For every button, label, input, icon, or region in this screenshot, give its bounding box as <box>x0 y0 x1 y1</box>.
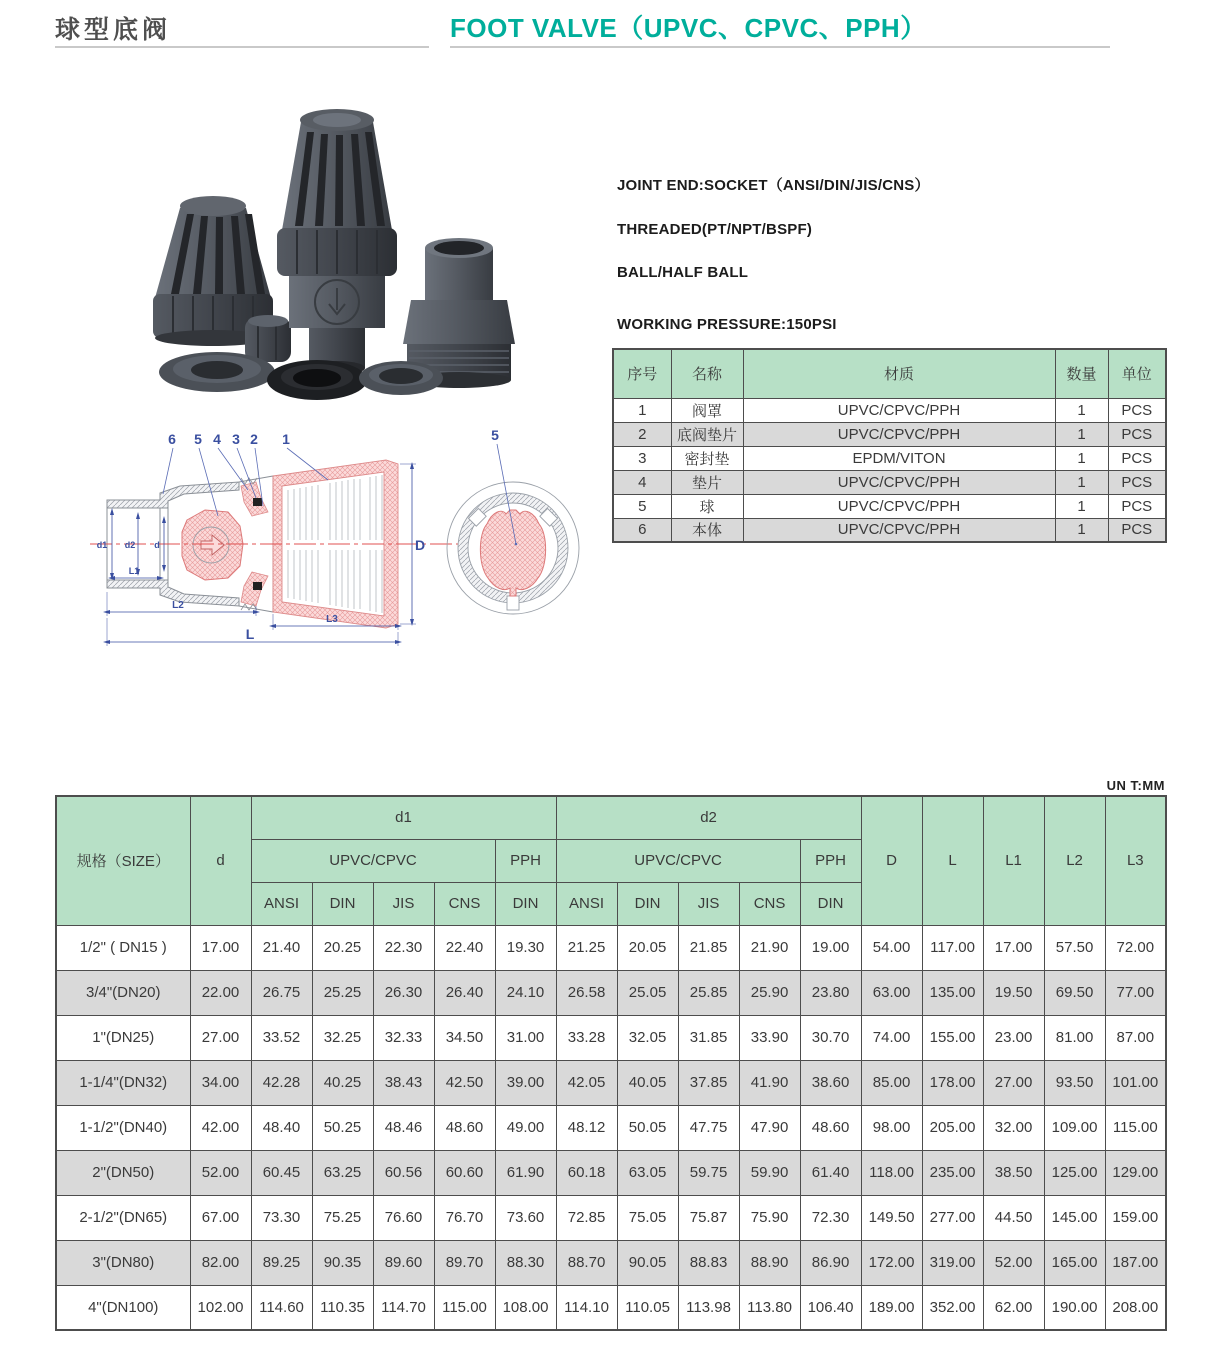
val-d2-pph-din: 86.90 <box>800 1240 861 1285</box>
val-d1-cns: 115.00 <box>434 1285 495 1330</box>
val-L3: 115.00 <box>1105 1105 1166 1150</box>
val-d1-jis: 32.33 <box>373 1015 434 1060</box>
size-label: 2"(DN50) <box>56 1150 190 1195</box>
part-unit: PCS <box>1108 446 1166 470</box>
parts-table-row <box>613 446 1166 470</box>
size-label: 1"(DN25) <box>56 1015 190 1060</box>
size-label: 3"(DN80) <box>56 1240 190 1285</box>
part-qty: 1 <box>1055 494 1108 518</box>
val-d1-jis: 26.30 <box>373 970 434 1015</box>
parts-table-row <box>613 398 1166 422</box>
front-callout-5: 5 <box>491 427 499 443</box>
callout-6: 6 <box>168 431 176 447</box>
page-title-english: FOOT VALVE（UPVC、CPVC、PPH） <box>450 13 927 43</box>
part-qty: 1 <box>1055 518 1108 542</box>
val-d1-cns: 42.50 <box>434 1060 495 1105</box>
photo-cap <box>245 315 291 362</box>
val-d1-pph-din: 88.30 <box>495 1240 556 1285</box>
parts-table-row <box>613 422 1166 446</box>
part-no: 3 <box>613 446 671 470</box>
val-L: 178.00 <box>922 1060 983 1105</box>
val-d1-cns: 48.60 <box>434 1105 495 1150</box>
val-d1-cns: 26.40 <box>434 970 495 1015</box>
val-L1: 19.50 <box>983 970 1044 1015</box>
photo-gasket-gray-right <box>359 361 443 395</box>
spec-list <box>617 174 1177 359</box>
val-L2: 109.00 <box>1044 1105 1105 1150</box>
val-d2-ansi: 88.70 <box>556 1240 617 1285</box>
val-d1-jis: 48.46 <box>373 1105 434 1150</box>
val-d: 34.00 <box>190 1060 251 1105</box>
val-D: 54.00 <box>861 925 922 970</box>
val-L: 155.00 <box>922 1015 983 1060</box>
size-header-d2-pph: PPH <box>800 839 861 882</box>
val-d1-ansi: 114.60 <box>251 1285 312 1330</box>
dim-label-L3: L3 <box>326 614 338 625</box>
part-name: 阀罩 <box>671 398 743 422</box>
parts-table-row <box>613 494 1166 518</box>
val-d1-cns: 89.70 <box>434 1240 495 1285</box>
part-unit: PCS <box>1108 398 1166 422</box>
val-d1-jis: 114.70 <box>373 1285 434 1330</box>
part-no: 4 <box>613 470 671 494</box>
val-d: 52.00 <box>190 1150 251 1195</box>
val-L3: 101.00 <box>1105 1060 1166 1105</box>
size-label: 1/2" ( DN15 ) <box>56 925 190 970</box>
parts-header-qty: 数量 <box>1055 349 1108 398</box>
val-L: 135.00 <box>922 970 983 1015</box>
size-header-d2-pph-din: DIN <box>800 882 861 925</box>
callout-3: 3 <box>232 431 240 447</box>
val-L1: 32.00 <box>983 1105 1044 1150</box>
val-d: 22.00 <box>190 970 251 1015</box>
val-d: 102.00 <box>190 1285 251 1330</box>
val-D: 189.00 <box>861 1285 922 1330</box>
size-table-row <box>56 1105 1166 1150</box>
parts-table <box>612 348 1167 543</box>
size-table-row <box>56 1150 1166 1195</box>
part-material: UPVC/CPVC/PPH <box>743 422 1055 446</box>
size-table <box>55 795 1167 1331</box>
technical-drawing <box>60 420 605 655</box>
part-qty: 1 <box>1055 422 1108 446</box>
val-d2-din: 75.05 <box>617 1195 678 1240</box>
val-d1-jis: 76.60 <box>373 1195 434 1240</box>
val-L3: 187.00 <box>1105 1240 1166 1285</box>
val-d2-cns: 41.90 <box>739 1060 800 1105</box>
parts-header-name: 名称 <box>671 349 743 398</box>
val-d2-pph-din: 106.40 <box>800 1285 861 1330</box>
val-D: 172.00 <box>861 1240 922 1285</box>
val-d1-ansi: 42.28 <box>251 1060 312 1105</box>
val-d2-cns: 75.90 <box>739 1195 800 1240</box>
val-d2-jis: 47.75 <box>678 1105 739 1150</box>
part-name: 本体 <box>671 518 743 542</box>
size-header-d2-upvc-cpvc: UPVC/CPVC <box>556 839 800 882</box>
size-header-D: D <box>861 796 922 925</box>
part-no: 6 <box>613 518 671 542</box>
dim-label-D: D <box>414 537 426 553</box>
val-d1-cns: 60.60 <box>434 1150 495 1195</box>
val-L1: 62.00 <box>983 1285 1044 1330</box>
val-D: 118.00 <box>861 1150 922 1195</box>
val-d1-cns: 34.50 <box>434 1015 495 1060</box>
val-L2: 145.00 <box>1044 1195 1105 1240</box>
val-d1-pph-din: 39.00 <box>495 1060 556 1105</box>
val-d1-pph-din: 24.10 <box>495 970 556 1015</box>
part-unit: PCS <box>1108 494 1166 518</box>
parts-table-row <box>613 470 1166 494</box>
size-header-size: 规格（SIZE） <box>56 796 190 925</box>
val-d: 27.00 <box>190 1015 251 1060</box>
val-d1-din: 50.25 <box>312 1105 373 1150</box>
val-D: 98.00 <box>861 1105 922 1150</box>
val-d2-cns: 59.90 <box>739 1150 800 1195</box>
size-header-d: d <box>190 796 251 925</box>
dim-label-d1: d1 <box>96 540 108 550</box>
callout-1: 1 <box>282 431 290 447</box>
val-L2: 125.00 <box>1044 1150 1105 1195</box>
val-d: 67.00 <box>190 1195 251 1240</box>
size-header-d2-din: DIN <box>617 882 678 925</box>
val-d1-din: 63.25 <box>312 1150 373 1195</box>
val-d1-jis: 22.30 <box>373 925 434 970</box>
val-d: 82.00 <box>190 1240 251 1285</box>
size-table-row <box>56 970 1166 1015</box>
parts-header-row <box>613 349 1166 398</box>
val-D: 74.00 <box>861 1015 922 1060</box>
size-header-L1: L1 <box>983 796 1044 925</box>
part-unit: PCS <box>1108 422 1166 446</box>
val-d1-jis: 38.43 <box>373 1060 434 1105</box>
part-qty: 1 <box>1055 446 1108 470</box>
header-divider-right <box>450 46 1110 48</box>
val-d2-din: 90.05 <box>617 1240 678 1285</box>
val-L: 352.00 <box>922 1285 983 1330</box>
val-d2-ansi: 114.10 <box>556 1285 617 1330</box>
part-qty: 1 <box>1055 398 1108 422</box>
val-d2-din: 20.05 <box>617 925 678 970</box>
val-L2: 93.50 <box>1044 1060 1105 1105</box>
size-header-d1-upvc-cpvc: UPVC/CPVC <box>251 839 495 882</box>
spec-ball: BALL/HALF BALL <box>617 264 749 281</box>
spec-joint-end: JOINT END:SOCKET（ANSI/DIN/JIS/CNS） <box>617 177 930 194</box>
dim-label-L1: L1 <box>128 566 140 576</box>
val-d2-cns: 88.90 <box>739 1240 800 1285</box>
val-d2-pph-din: 30.70 <box>800 1015 861 1060</box>
val-d2-ansi: 48.12 <box>556 1105 617 1150</box>
callout-2: 2 <box>250 431 258 447</box>
val-d2-cns: 25.90 <box>739 970 800 1015</box>
size-header-d1-jis: JIS <box>373 882 434 925</box>
val-d2-din: 110.05 <box>617 1285 678 1330</box>
val-d2-jis: 25.85 <box>678 970 739 1015</box>
unit-note: UN T:MM <box>1106 778 1165 793</box>
part-name: 密封垫 <box>671 446 743 470</box>
val-d1-ansi: 60.45 <box>251 1150 312 1195</box>
val-d2-pph-din: 38.60 <box>800 1060 861 1105</box>
val-d1-pph-din: 61.90 <box>495 1150 556 1195</box>
size-header-d1-pph: PPH <box>495 839 556 882</box>
part-unit: PCS <box>1108 470 1166 494</box>
val-L3: 72.00 <box>1105 925 1166 970</box>
val-L: 117.00 <box>922 925 983 970</box>
callout-4: 4 <box>213 431 221 447</box>
product-photo <box>95 80 585 415</box>
val-d2-pph-din: 72.30 <box>800 1195 861 1240</box>
size-table-row <box>56 1285 1166 1330</box>
val-d2-pph-din: 19.00 <box>800 925 861 970</box>
part-material: EPDM/VITON <box>743 446 1055 470</box>
val-d2-pph-din: 23.80 <box>800 970 861 1015</box>
val-d1-pph-din: 49.00 <box>495 1105 556 1150</box>
size-label: 1-1/4"(DN32) <box>56 1060 190 1105</box>
val-d2-jis: 31.85 <box>678 1015 739 1060</box>
val-d1-din: 110.35 <box>312 1285 373 1330</box>
val-d2-ansi: 33.28 <box>556 1015 617 1060</box>
val-L3: 77.00 <box>1105 970 1166 1015</box>
dim-label-L: L <box>245 626 255 642</box>
page-title-chinese: 球型底阀 <box>55 16 172 44</box>
drawing-ball <box>182 510 243 580</box>
size-header-d1-pph-din: DIN <box>495 882 556 925</box>
parts-header-unit: 单位 <box>1108 349 1166 398</box>
size-table-row <box>56 1015 1166 1060</box>
val-d2-jis: 59.75 <box>678 1150 739 1195</box>
val-L3: 129.00 <box>1105 1150 1166 1195</box>
val-L1: 23.00 <box>983 1015 1044 1060</box>
size-header-d1-din: DIN <box>312 882 373 925</box>
val-d2-cns: 33.90 <box>739 1015 800 1060</box>
val-d2-din: 50.05 <box>617 1105 678 1150</box>
size-table-container <box>55 795 1167 1331</box>
drawing-side-view <box>90 460 460 628</box>
part-material: UPVC/CPVC/PPH <box>743 470 1055 494</box>
val-d1-cns: 22.40 <box>434 925 495 970</box>
part-material: UPVC/CPVC/PPH <box>743 518 1055 542</box>
val-d2-pph-din: 48.60 <box>800 1105 861 1150</box>
header-divider-left <box>55 46 429 48</box>
size-table-row <box>56 1060 1166 1105</box>
val-d1-din: 40.25 <box>312 1060 373 1105</box>
photo-gasket-gray-left <box>159 352 275 392</box>
photo-gasket-black <box>267 360 367 400</box>
part-no: 2 <box>613 422 671 446</box>
val-d2-ansi: 72.85 <box>556 1195 617 1240</box>
size-header-d2-ansi: ANSI <box>556 882 617 925</box>
val-L1: 44.50 <box>983 1195 1044 1240</box>
val-L: 277.00 <box>922 1195 983 1240</box>
part-name: 球 <box>671 494 743 518</box>
size-header-d2-cns: CNS <box>739 882 800 925</box>
val-L2: 57.50 <box>1044 925 1105 970</box>
val-D: 63.00 <box>861 970 922 1015</box>
val-d2-cns: 21.90 <box>739 925 800 970</box>
part-unit: PCS <box>1108 518 1166 542</box>
val-d1-ansi: 21.40 <box>251 925 312 970</box>
size-header-L2: L2 <box>1044 796 1105 925</box>
val-L: 205.00 <box>922 1105 983 1150</box>
val-d2-ansi: 26.58 <box>556 970 617 1015</box>
spec-working-pressure: WORKING PRESSURE:150PSI <box>617 316 837 333</box>
val-d2-din: 40.05 <box>617 1060 678 1105</box>
val-d1-din: 32.25 <box>312 1015 373 1060</box>
val-d1-jis: 89.60 <box>373 1240 434 1285</box>
val-d2-ansi: 21.25 <box>556 925 617 970</box>
dim-label-L2: L2 <box>172 600 184 611</box>
drawing-front-view <box>447 427 579 614</box>
val-D: 149.50 <box>861 1195 922 1240</box>
val-d1-cns: 76.70 <box>434 1195 495 1240</box>
part-material: UPVC/CPVC/PPH <box>743 398 1055 422</box>
val-d2-din: 63.05 <box>617 1150 678 1195</box>
val-d1-din: 25.25 <box>312 970 373 1015</box>
val-L3: 159.00 <box>1105 1195 1166 1240</box>
val-L2: 190.00 <box>1044 1285 1105 1330</box>
part-qty: 1 <box>1055 470 1108 494</box>
val-L1: 27.00 <box>983 1060 1044 1105</box>
val-L: 235.00 <box>922 1150 983 1195</box>
val-d: 42.00 <box>190 1105 251 1150</box>
val-L3: 208.00 <box>1105 1285 1166 1330</box>
size-header-d1-ansi: ANSI <box>251 882 312 925</box>
val-d2-din: 32.05 <box>617 1015 678 1060</box>
val-L: 319.00 <box>922 1240 983 1285</box>
size-header-row-1 <box>56 796 1166 839</box>
size-label: 3/4"(DN20) <box>56 970 190 1015</box>
val-L1: 38.50 <box>983 1150 1044 1195</box>
val-L3: 87.00 <box>1105 1015 1166 1060</box>
val-d1-ansi: 26.75 <box>251 970 312 1015</box>
size-header-d2-group: d2 <box>556 796 861 839</box>
val-d2-ansi: 60.18 <box>556 1150 617 1195</box>
size-header-d1-group: d1 <box>251 796 556 839</box>
dim-label-d: d <box>154 540 160 550</box>
size-table-row <box>56 925 1166 970</box>
val-d2-jis: 37.85 <box>678 1060 739 1105</box>
size-header-L: L <box>922 796 983 925</box>
size-label: 4"(DN100) <box>56 1285 190 1330</box>
val-D: 85.00 <box>861 1060 922 1105</box>
val-d: 17.00 <box>190 925 251 970</box>
val-d2-din: 25.05 <box>617 970 678 1015</box>
val-d1-din: 90.35 <box>312 1240 373 1285</box>
size-label: 1-1/2"(DN40) <box>56 1105 190 1150</box>
size-header-L3: L3 <box>1105 796 1166 925</box>
parts-table-row <box>613 518 1166 542</box>
val-d1-ansi: 89.25 <box>251 1240 312 1285</box>
val-d2-pph-din: 61.40 <box>800 1150 861 1195</box>
size-table-row <box>56 1195 1166 1240</box>
val-L2: 81.00 <box>1044 1015 1105 1060</box>
val-d1-ansi: 33.52 <box>251 1015 312 1060</box>
spec-threaded: THREADED(PT/NPT/BSPF) <box>617 221 813 238</box>
parts-header-material: 材质 <box>743 349 1055 398</box>
val-d1-ansi: 73.30 <box>251 1195 312 1240</box>
val-d1-ansi: 48.40 <box>251 1105 312 1150</box>
parts-header-no: 序号 <box>613 349 671 398</box>
part-no: 5 <box>613 494 671 518</box>
size-header-d2-jis: JIS <box>678 882 739 925</box>
size-table-row <box>56 1240 1166 1285</box>
val-d1-pph-din: 73.60 <box>495 1195 556 1240</box>
val-d1-jis: 60.56 <box>373 1150 434 1195</box>
val-d2-jis: 88.83 <box>678 1240 739 1285</box>
part-name: 垫片 <box>671 470 743 494</box>
part-name: 底阀垫片 <box>671 422 743 446</box>
val-L2: 69.50 <box>1044 970 1105 1015</box>
dim-label-d2: d2 <box>124 540 136 550</box>
val-L1: 52.00 <box>983 1240 1044 1285</box>
val-d2-cns: 47.90 <box>739 1105 800 1150</box>
val-d2-jis: 21.85 <box>678 925 739 970</box>
val-d1-pph-din: 108.00 <box>495 1285 556 1330</box>
val-L1: 17.00 <box>983 925 1044 970</box>
callout-5: 5 <box>194 431 202 447</box>
parts-table-container <box>612 348 1167 543</box>
part-no: 1 <box>613 398 671 422</box>
val-d2-jis: 75.87 <box>678 1195 739 1240</box>
val-d1-din: 20.25 <box>312 925 373 970</box>
val-d2-cns: 113.80 <box>739 1285 800 1330</box>
val-d2-jis: 113.98 <box>678 1285 739 1330</box>
photo-assembled-valve <box>277 109 397 375</box>
size-label: 2-1/2"(DN65) <box>56 1195 190 1240</box>
val-d1-pph-din: 31.00 <box>495 1015 556 1060</box>
val-L2: 165.00 <box>1044 1240 1105 1285</box>
val-d2-ansi: 42.05 <box>556 1060 617 1105</box>
part-material: UPVC/CPVC/PPH <box>743 494 1055 518</box>
val-d1-din: 75.25 <box>312 1195 373 1240</box>
size-header-d1-cns: CNS <box>434 882 495 925</box>
val-d1-pph-din: 19.30 <box>495 925 556 970</box>
